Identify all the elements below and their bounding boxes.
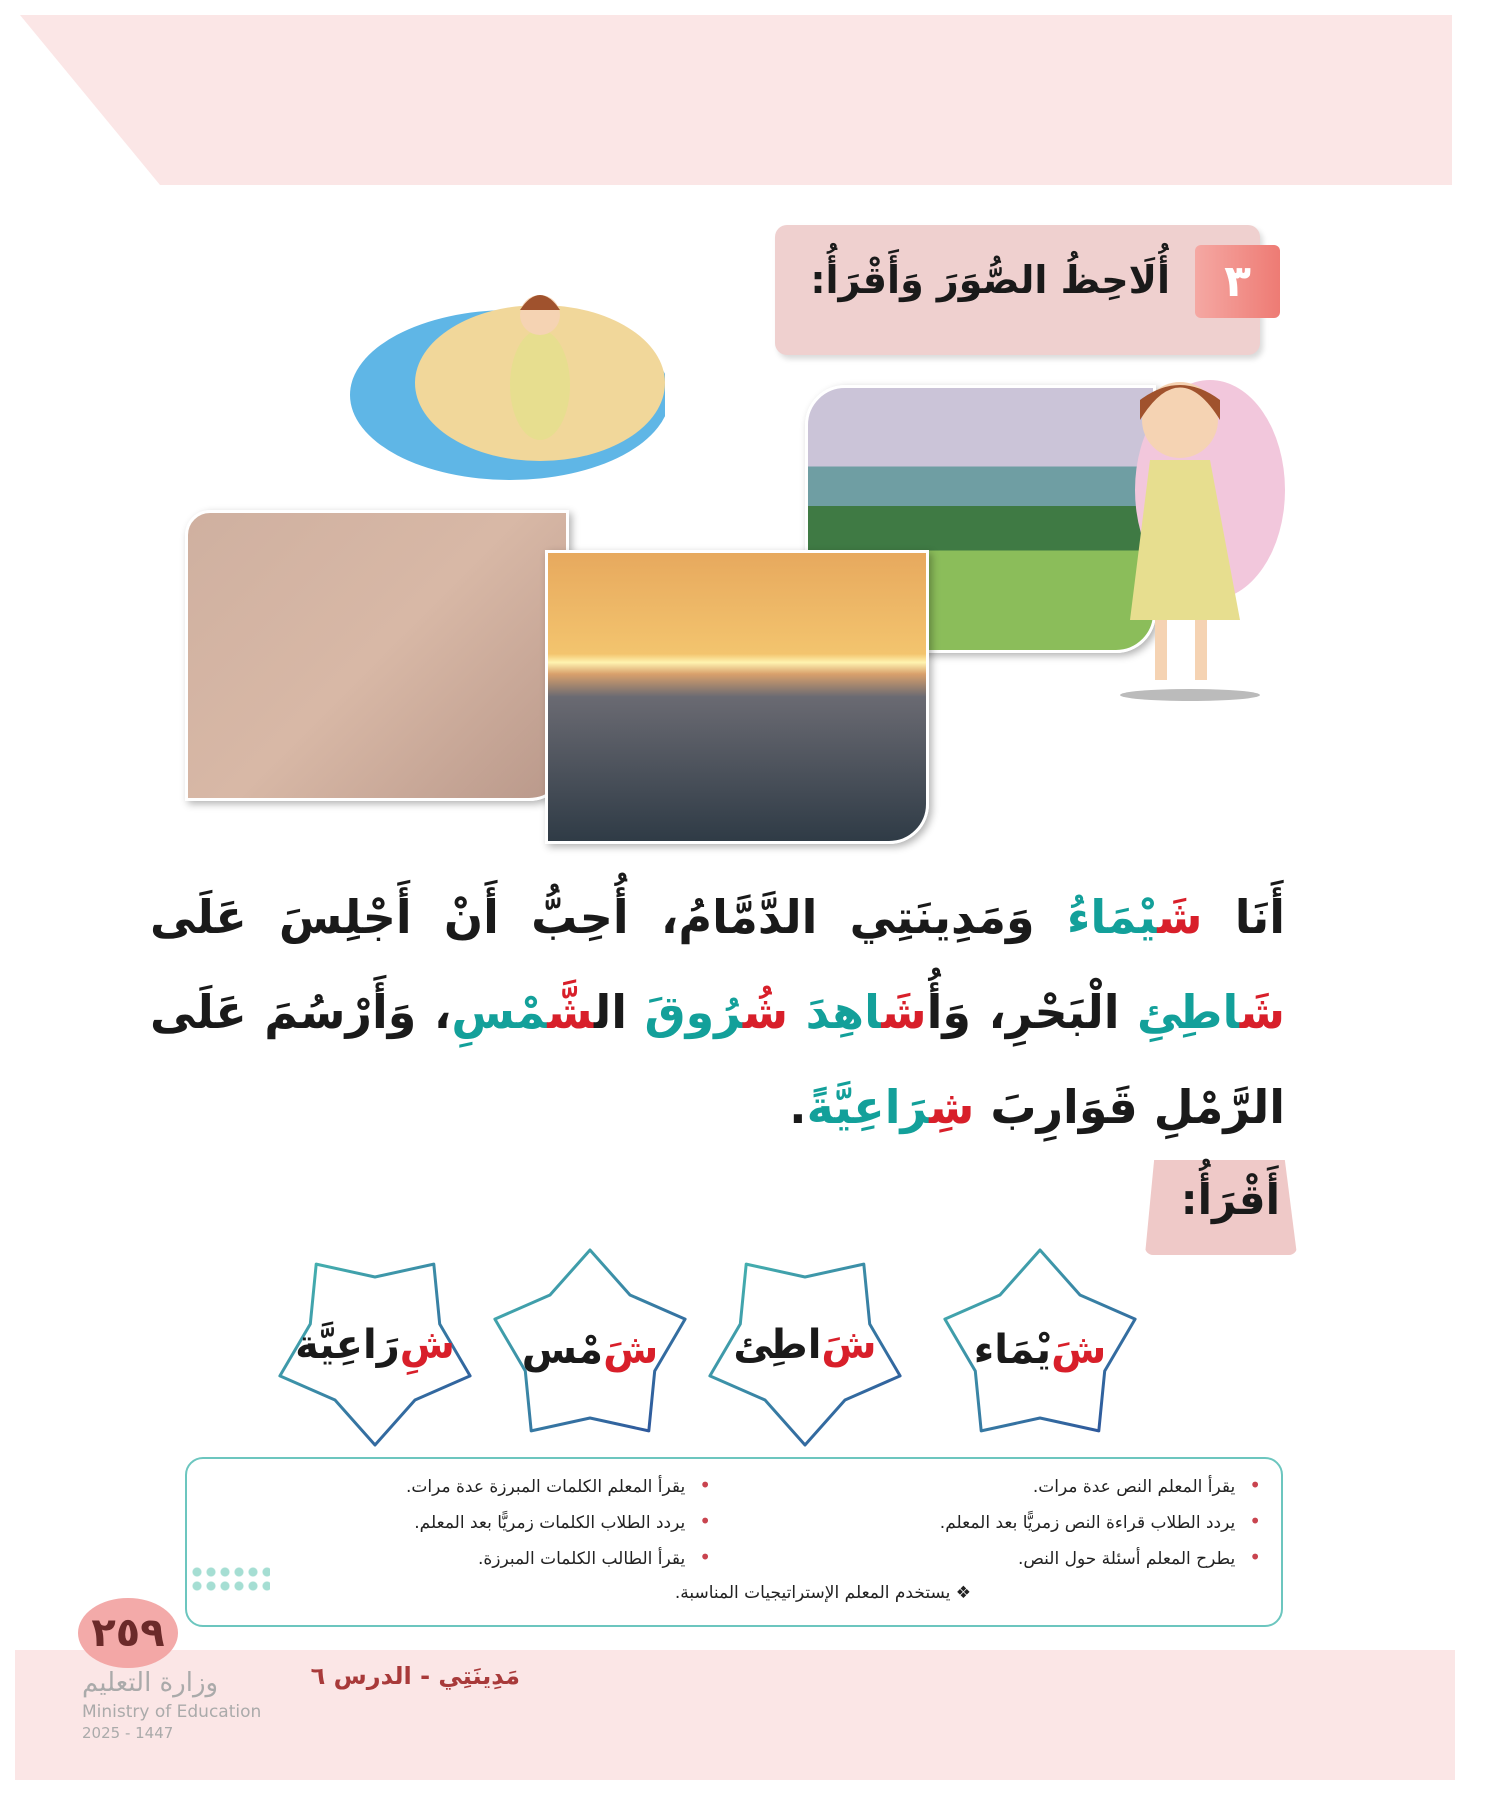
star-word bbox=[270, 1240, 480, 1450]
note-item: • يطرح المعلم أسئلة حول النص. bbox=[1018, 1545, 1261, 1569]
edition-year: 2025 - 1447 bbox=[82, 1724, 174, 1742]
read-label: أَقْرَأُ: bbox=[1180, 1175, 1280, 1224]
ministry-name-en: Ministry of Education bbox=[82, 1702, 262, 1722]
reading-paragraph bbox=[150, 870, 1285, 1155]
top-band bbox=[20, 15, 1452, 185]
note-item: • يقرأ المعلم النص عدة مرات. bbox=[1033, 1473, 1261, 1497]
note-item: • يقرأ الطالب الكلمات المبرزة. bbox=[478, 1545, 711, 1569]
note-item: • يردد الطلاب الكلمات زمريًّا بعد المعلم. bbox=[414, 1509, 711, 1533]
section-number: ٣ bbox=[1195, 245, 1280, 318]
highlighted-text: شُ bbox=[742, 985, 789, 1039]
girl-illustration bbox=[1090, 360, 1285, 705]
highlighted-text: اطِئِ bbox=[1136, 985, 1240, 1039]
paragraph-line bbox=[150, 965, 1285, 1060]
text: ، وَأَرْسُمَ عَلَى bbox=[150, 985, 452, 1039]
star-word-red: شَ bbox=[821, 1322, 877, 1368]
beach-illustration bbox=[340, 265, 665, 495]
star-word bbox=[700, 1240, 910, 1450]
star-word-rest: يْمَاء bbox=[973, 1327, 1052, 1373]
highlighted-text: رُوقَ bbox=[644, 985, 743, 1039]
note-item: • يردد الطلاب قراءة النص زمريًّا بعد المعلم. bbox=[940, 1509, 1261, 1533]
word-star bbox=[935, 1245, 1145, 1455]
word-star bbox=[485, 1245, 695, 1455]
star-word-rest: اطِئ bbox=[733, 1322, 822, 1368]
teacher-notes bbox=[185, 1457, 1283, 1627]
sand-drawing-photo bbox=[185, 510, 569, 801]
highlighted-text: رَاعِيَّةً bbox=[806, 1080, 930, 1134]
word-star bbox=[700, 1240, 910, 1450]
page-number: ٢٥٩ bbox=[91, 1610, 165, 1656]
highlighted-text: شَ bbox=[1157, 890, 1203, 944]
text: . bbox=[789, 1080, 807, 1134]
highlighted-text: شَ bbox=[881, 985, 927, 1039]
star-word-red: شِ bbox=[399, 1322, 455, 1368]
note-footer: ❖ يستخدم المعلم الإستراتيجيات المناسبة. bbox=[674, 1583, 971, 1603]
star-word-red: شَ bbox=[1051, 1327, 1107, 1373]
text: أَنَا bbox=[1202, 890, 1286, 944]
text: ال bbox=[594, 985, 645, 1039]
text: الرَّمْلِ قَوَارِبَ bbox=[974, 1080, 1285, 1134]
highlighted-text: مْسِ bbox=[451, 985, 548, 1039]
star-word-red: شَ bbox=[603, 1327, 659, 1373]
text bbox=[788, 985, 805, 1039]
sunset-photo bbox=[545, 550, 929, 844]
ministry-name-ar: وزارة التعليم bbox=[82, 1668, 219, 1698]
note-item: • يقرأ المعلم الكلمات المبرزة عدة مرات. bbox=[406, 1473, 711, 1497]
paragraph-line bbox=[150, 1060, 1285, 1155]
text: وَمَدِينَتِي الدَّمَّامُ، أُحِبُّ أَنْ أَجْلِسَ عَلَى bbox=[150, 890, 1067, 944]
star-word bbox=[935, 1245, 1145, 1455]
lesson-title: مَدِينَتِي - الدرس ٦ bbox=[310, 1662, 520, 1690]
star-word-rest: رَاعِيَّة bbox=[295, 1322, 400, 1368]
highlighted-text: شِ bbox=[929, 1080, 975, 1134]
highlighted-text: شَ bbox=[1239, 985, 1285, 1039]
highlighted-text: شَّ bbox=[547, 985, 595, 1039]
text: الْبَحْرِ، وَأُ bbox=[926, 985, 1137, 1039]
section-title: أُلَاحِظُ الصُّوَرَ وَأَقْرَأُ: bbox=[810, 258, 1170, 302]
highlighted-text: يْمَاءُ bbox=[1066, 890, 1158, 944]
paragraph-line bbox=[150, 870, 1285, 965]
word-star bbox=[270, 1240, 480, 1450]
star-word bbox=[485, 1245, 695, 1455]
star-word-rest: مْس bbox=[521, 1327, 604, 1373]
ministry-logo-dots bbox=[190, 1565, 270, 1595]
highlighted-text: اهِدَ bbox=[805, 985, 882, 1039]
